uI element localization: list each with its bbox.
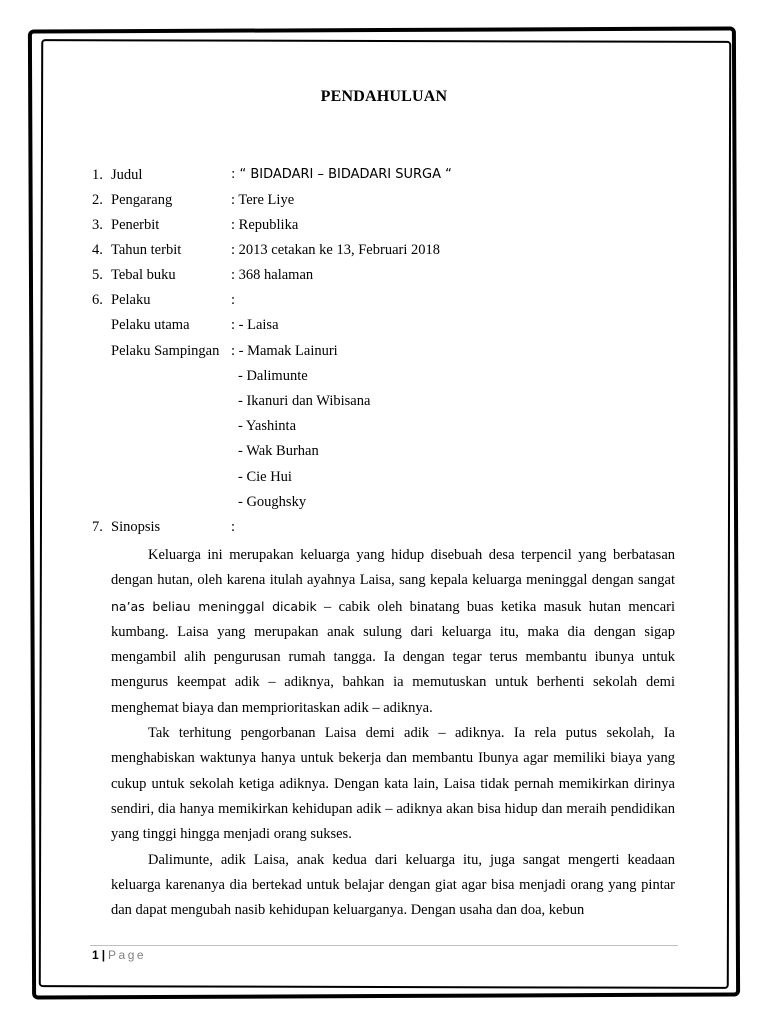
pelaku-sampingan-item: - Dalimunte xyxy=(238,368,308,384)
item-number: 5. xyxy=(92,267,103,283)
item-number: 6. xyxy=(92,292,103,308)
item-value: : 2013 cetakan ke 13, Februari 2018 xyxy=(231,242,440,258)
pelaku-sampingan-item: - Goughsky xyxy=(238,494,307,510)
item-number: 3. xyxy=(92,217,103,233)
item-label: Tebal buku xyxy=(111,267,176,283)
pelaku-sampingan-item: - Ikanuri dan Wibisana xyxy=(238,393,371,409)
item-label: Tahun terbit xyxy=(111,242,182,258)
page-footer xyxy=(92,948,146,962)
synopsis-text-sans: na’as beliau meninggal dicabik xyxy=(111,598,317,614)
item-number: 1. xyxy=(92,167,103,183)
synopsis-paragraph-1 xyxy=(111,543,675,721)
item-label: Judul xyxy=(111,167,143,183)
page-label: Page xyxy=(108,948,147,962)
item-number: 4. xyxy=(92,242,103,258)
item-label: Pelaku xyxy=(111,292,151,308)
item-label: Sinopsis xyxy=(111,519,161,535)
item-value: : Tere Liye xyxy=(231,192,295,208)
pelaku-sampingan-item: - Wak Burhan xyxy=(238,443,319,459)
item-value: : 368 halaman xyxy=(231,267,314,283)
page-title: PENDAHULUAN xyxy=(320,88,448,105)
synopsis-text: – cabik oleh binatang buas ketika masuk hutan mencari kumbang. Laisa yang merupakan anak sulung dari keluarga itu, maka dia dengan sigap mengambil alih pengurusan rumah tangga. Ia dengan tegar terus membantu ibunya untuk mengurus keempat adik – adiknya, bahkan ia memutuskan untuk berhenti sekolah demi menghemat biaya dan memprioritaskan adik – adiknya. xyxy=(111,598,676,716)
synopsis-body xyxy=(111,543,675,923)
synopsis-paragraph-3: Dalimunte, adik Laisa, anak kedua dari keluarga itu, juga sangat mengerti keadaan keluarga karenanya dia bertekad untuk belajar dengan giat agar bisa menjadi orang yang pintar dan dapat mengubah nasib kehidupan keluarganya. Dengan usaha dan doa, kebun xyxy=(111,851,675,919)
item-value: : Republika xyxy=(231,217,299,233)
item-number: 7. xyxy=(92,519,103,535)
pelaku-sampingan-label: Pelaku Sampingan xyxy=(111,343,220,359)
item-value: : xyxy=(231,519,236,535)
footer-divider xyxy=(90,945,678,946)
page-number: 1 xyxy=(92,948,99,962)
pelaku-sampingan-value: : - Mamak Lainuri xyxy=(231,343,338,359)
item-value: : “ BIDADARI – BIDADARI SURGA “ xyxy=(231,167,452,182)
pelaku-sampingan-item: - Cie Hui xyxy=(238,469,292,485)
footer-separator: | xyxy=(101,948,106,962)
synopsis-text: Keluarga ini merupakan keluarga yang hidup disebuah desa terpencil yang berbatasan dengan hutan, oleh karena itulah ayahnya Laisa, sang kepala keluarga meninggal dengan sangat xyxy=(111,547,675,589)
pelaku-utama-label: Pelaku utama xyxy=(111,317,190,333)
item-label: Penerbit xyxy=(111,217,160,233)
item-value: : xyxy=(231,292,236,308)
pelaku-sampingan-item: - Yashinta xyxy=(238,418,297,434)
pelaku-utama-value: : - Laisa xyxy=(231,317,279,333)
item-number: 2. xyxy=(92,192,103,208)
item-label: Pengarang xyxy=(111,192,173,208)
synopsis-paragraph-2: Tak terhitung pengorbanan Laisa demi adik – adiknya. Ia rela putus sekolah, Ia menghabiskan waktunya hanya untuk bekerja dan membantu Ibunya agar memiliki biaya yang cukup untuk sekolah ketiga adiknya. Dengan kata lain, Laisa tidak pernah memikirkan dirinya sendiri, dia hanya memikirkan kehidupan adik – adiknya akan bisa hidup dan meraih pendidikan yang tinggi hingga menjadi orang sukses. xyxy=(111,725,675,843)
